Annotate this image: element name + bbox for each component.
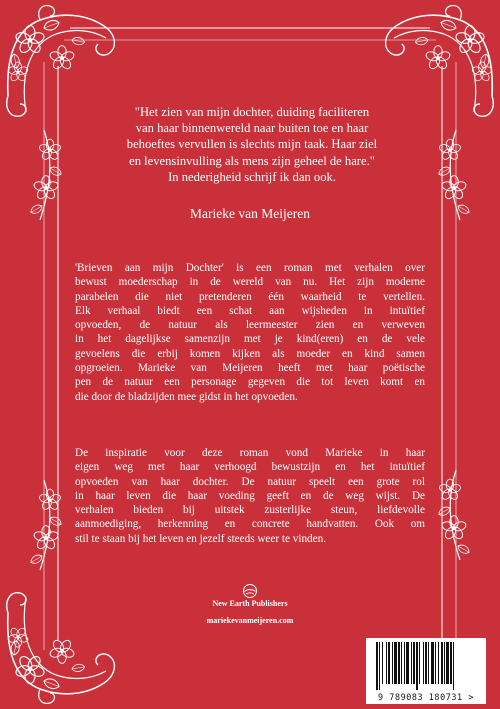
quote-line: "Het zien van mijn dochter, duiding faciliteren [134, 105, 370, 119]
barcode-bar [392, 642, 393, 684]
text-line: bewust moederschap in de wereld van nu. Het zijn moderne [75, 276, 425, 289]
barcode-bar [416, 642, 418, 690]
text-line: Elk verhaal biedt een schat aan wijsheden in intuïtief [75, 304, 425, 317]
text-line: parabelen die niet pretenderen één waarheid te vertellen. [75, 290, 425, 303]
text-line: De inspiratie voor deze roman vond Marieke in haar [75, 447, 425, 459]
quote-line: In nederigheid schrijf ik dan ook. [168, 169, 336, 184]
barcode-bar [401, 642, 402, 684]
text-line: gevoelens die erbij komen kijken als moeder en kind samen [75, 347, 425, 360]
text-line: eigen weg met haar verhoogd bewustzijn en het intuïtief [75, 461, 425, 474]
isbn-number [366, 692, 486, 702]
barcode-bar [388, 642, 390, 684]
quote-line: van haar binnenwereld naar buiten toe en haar [135, 121, 369, 136]
text-line: opvoeden, de natuur als leermeester zien en verweven [75, 319, 425, 332]
quote-line: behoeftes vervullen is slechts mijn taak. Haar ziel [126, 137, 378, 152]
barcode-bar [428, 642, 429, 684]
barcode-bar [453, 642, 454, 690]
quote-block [88, 104, 416, 185]
barcode-bar [376, 642, 378, 690]
barcode-icon [374, 642, 478, 690]
barcode-bar [413, 642, 415, 684]
isbn-digits: 9 789083 180731 [378, 692, 463, 702]
text-line: in haar leven die haar voeding geeft en de weg wijst. De [75, 489, 425, 502]
text-line: opgroeien. Marieke van Meijeren heeft met haar poëtische [75, 362, 425, 375]
barcode-bar [419, 642, 420, 684]
barcode-bar [431, 642, 434, 684]
barcode-bar [386, 642, 387, 684]
barcode [366, 638, 486, 704]
barcode-bar [394, 642, 397, 684]
quote-line: en levensinvulling als mens zijn geheel de hare." [129, 153, 375, 168]
barcode-bar [425, 642, 427, 684]
barcode-bar [382, 642, 383, 684]
barcode-bar [398, 642, 400, 684]
barcode-bar [438, 642, 439, 684]
barcode-bar [411, 642, 412, 684]
barcode-bar [435, 642, 436, 684]
publisher-name: New Earth Publishers [212, 599, 288, 608]
barcode-bar [444, 642, 445, 684]
barcode-bar [379, 642, 380, 690]
website-link[interactable]: mariekevanmeijeren.com [206, 616, 294, 625]
text-line: pen de natuur een personage gegeven die tot leven komt en [75, 376, 425, 389]
barcode-bar [404, 642, 405, 684]
text-line: in het dagelijkse samenzijn met je kind(eren) en de vele [75, 333, 425, 346]
barcode-bar [406, 642, 409, 684]
text-line: die door de bladzijden mee gidst in het opvoeden. [75, 390, 298, 403]
text-line: 'Brieven aan mijn Dochter' is een roman met verhalen over [75, 262, 425, 274]
description-paragraph-2 [75, 446, 425, 546]
text-line: verhalen bieden bij uitstek zusterlijke steun, liefdevolle [75, 504, 425, 517]
author-name: Marieke van Meijeren [190, 206, 310, 221]
description-paragraph-1 [75, 261, 425, 404]
text-line: stil te staan bij het leven en jezelf steeds weer te vinden. [75, 532, 327, 545]
barcode-arrow: > [468, 692, 474, 702]
publisher-logo-icon [242, 583, 258, 599]
barcode-bar [446, 642, 449, 684]
barcode-bar [423, 642, 424, 684]
text-line: aanmoediging, herkenning en concrete handvatten. Ook om [75, 518, 425, 531]
barcode-bar [450, 642, 452, 684]
text-line: opvoeden van haar dochter. De natuur speelt een grote rol [75, 475, 425, 488]
barcode-bar [441, 642, 443, 684]
